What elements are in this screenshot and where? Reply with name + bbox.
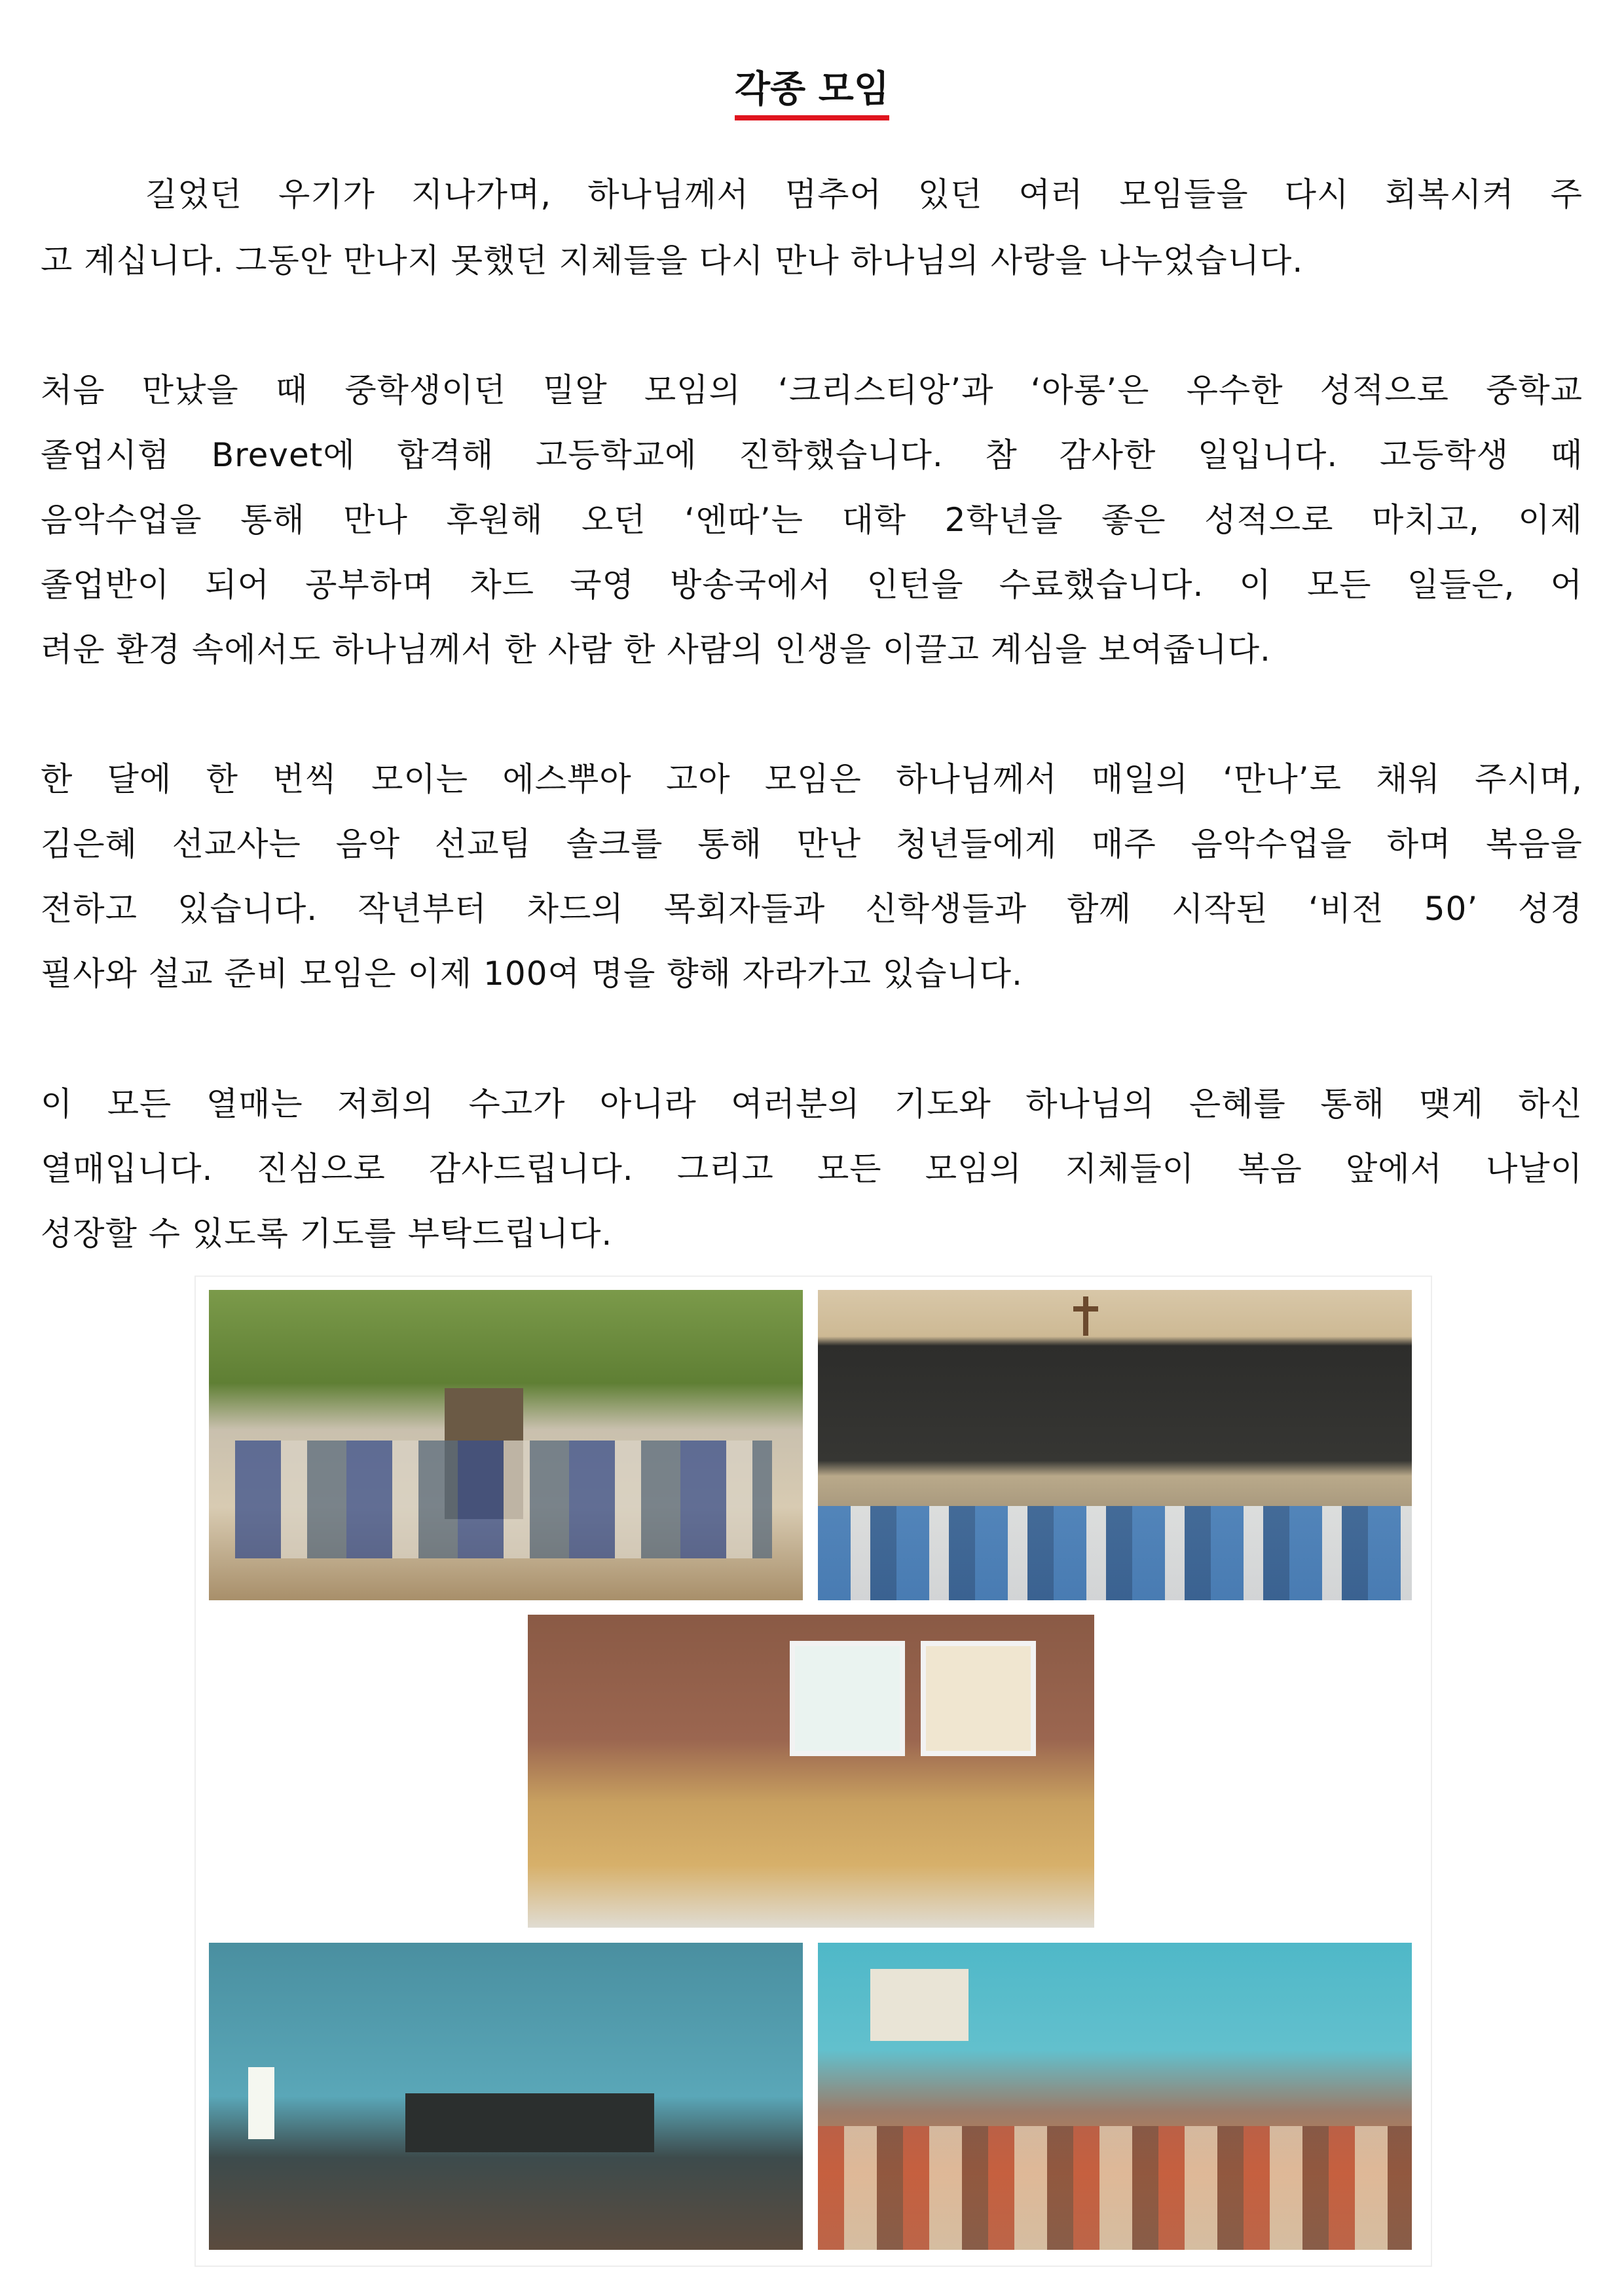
text-line: 김은혜 선교사는 음악 선교팀 솔크를 통해 만난 청년들에게 매주 음악수업을 하며 복음을 — [41, 825, 1583, 863]
text-line: 졸업반이 되어 공부하며 차드 국영 방송국에서 인턴을 수료했습니다. 이 모든 일들은, 어 — [41, 566, 1583, 604]
text-line: 전하고 있습니다. 작년부터 차드의 목회자들과 신학생들과 함께 시작된 ‘비전 50’ 성경 — [41, 890, 1583, 928]
text-line: 졸업시험 Brevet에 합격해 고등학교에 진학했습니다. 참 감사한 일입니다. 고등학생 때 — [41, 436, 1583, 474]
photo-orphan-gathering — [818, 1943, 1412, 2250]
text-line: 필사와 설교 준비 모임은 이제 100여 명을 향해 자라가고 있습니다. — [41, 955, 1023, 993]
photo-classroom-blackboard — [818, 1290, 1412, 1600]
title-text: 각종 모임 — [735, 60, 889, 120]
text-line: 한 달에 한 번씩 모이는 에스뿌아 고아 모임은 하나님께서 매일의 ‘만나’로 채워 주시며, — [41, 760, 1583, 798]
photo-bible-study — [209, 1943, 803, 2250]
text-line: 성장할 수 있도록 기도를 부탁드립니다. — [41, 1215, 613, 1253]
text-line: 음악수업을 통해 만나 후원해 오던 ‘엔따’는 대학 2학년을 좋은 성적으로 마치고, 이제 — [41, 501, 1583, 539]
photo-music-class — [528, 1615, 1094, 1928]
photo-group-under-tree — [209, 1290, 803, 1600]
text-line: 처음 만났을 때 중학생이던 밀알 모임의 ‘크리스티앙’과 ‘아롱’은 우수한 성적으로 중학교 — [41, 371, 1583, 409]
text-line: 고 계십니다. 그동안 만나지 못했던 지체들을 다시 만나 하나님의 사랑을 나누었습니다. — [41, 242, 1304, 280]
page-title — [0, 60, 1624, 120]
text-line: 이 모든 열매는 저희의 수고가 아니라 여러분의 기도와 하나님의 은혜를 통해 맺게 하신 — [41, 1085, 1583, 1123]
text-line: 열매입니다. 진심으로 감사드립니다. 그리고 모든 모임의 지체들이 복음 앞에서 나날이 — [41, 1150, 1583, 1188]
text-line: 길었던 우기가 지나가며, 하나님께서 멈추어 있던 여러 모임들을 다시 회복시켜 주 — [145, 175, 1583, 213]
text-line: 려운 환경 속에서도 하나님께서 한 사람 한 사람의 인생을 이끌고 계심을 보여줍니다. — [41, 631, 1271, 669]
